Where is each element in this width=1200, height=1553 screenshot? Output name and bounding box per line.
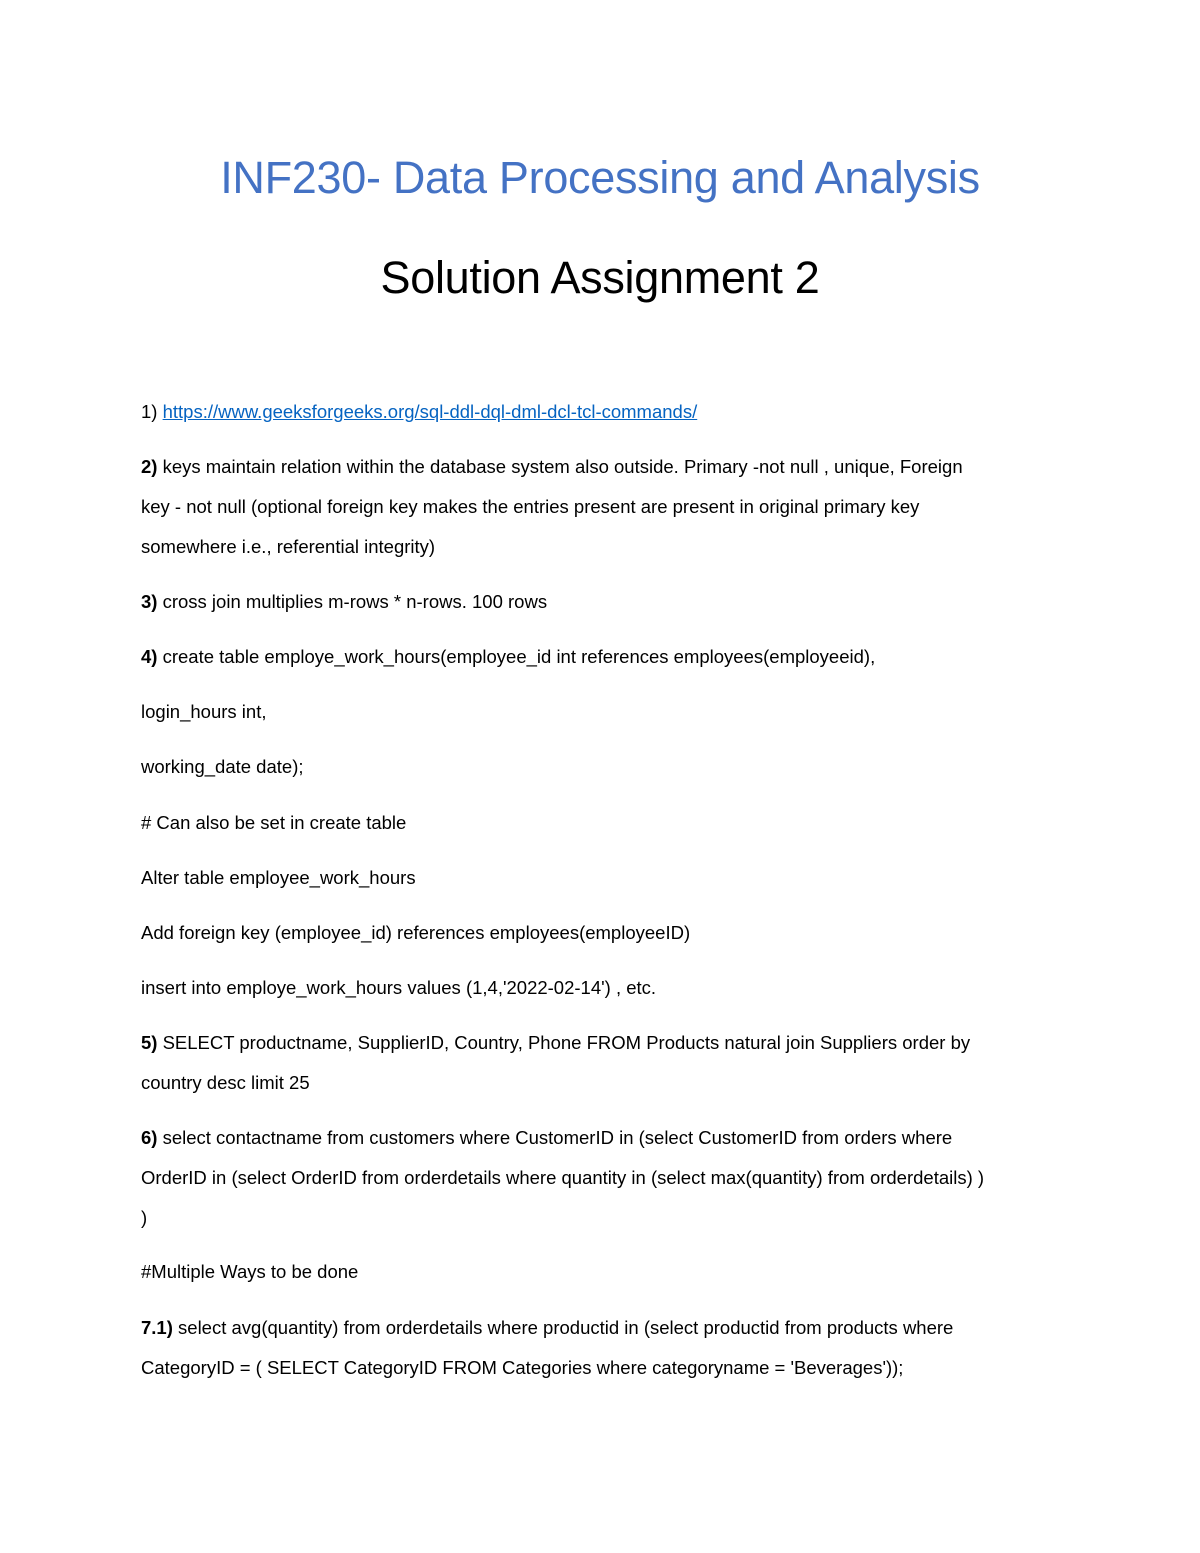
answer-4-comment: # Can also be set in create table — [141, 812, 407, 833]
answer-4-text: create table employe_work_hours(employee_id int references employees(employeeid), — [162, 646, 876, 667]
answer-5-text: SELECT productname, SupplierID, Country, Phone FROM Products natural join Suppliers order by — [162, 1032, 971, 1053]
answer-5-line-2: country desc limit 25 — [141, 1072, 310, 1093]
document-subtitle: Solution Assignment 2 — [380, 252, 820, 303]
answer-1 — [141, 400, 697, 424]
answer-1-link[interactable]: https://www.geeksforgeeks.org/sql-ddl-dql-dml-dcl-tcl-commands/ — [162, 401, 698, 422]
answer-5-number: 5) — [141, 1032, 158, 1053]
answer-2-line-1 — [141, 455, 963, 479]
answer-1-number: 1) — [141, 401, 158, 422]
answer-4-line-7: insert into employe_work_hours values (1,4,'2022-02-14') , etc. — [141, 977, 657, 998]
answer-6-line-2: OrderID in (select OrderID from orderdetails where quantity in (select max(quantity) from orderdetails) ) — [141, 1167, 985, 1188]
answer-4-number: 4) — [141, 646, 158, 667]
answer-7-1-line-2: CategoryID = ( SELECT CategoryID FROM Categories where categoryname = 'Beverages')); — [141, 1357, 904, 1378]
answer-4-line-6: Add foreign key (employee_id) references employees(employeeID) — [141, 922, 691, 943]
answer-6-line-3: ) — [141, 1207, 148, 1228]
answer-7-1-text: select avg(quantity) from orderdetails where productid in (select productid from products where — [178, 1317, 954, 1338]
answer-2-line-3: somewhere i.e., referential integrity) — [141, 536, 436, 557]
answer-3-number: 3) — [141, 591, 158, 612]
answer-2-number: 2) — [141, 456, 158, 477]
answer-7-1-line-1 — [141, 1316, 953, 1340]
answer-4-line-5: Alter table employee_work_hours — [141, 867, 416, 888]
answer-5-line-1 — [141, 1031, 970, 1055]
answer-2-text: keys maintain relation within the database system also outside. Primary -not null , unique, Foreign — [162, 456, 963, 477]
answer-6-text: select contactname from customers where CustomerID in (select CustomerID from orders where — [162, 1127, 953, 1148]
answer-6-comment: #Multiple Ways to be done — [141, 1261, 359, 1282]
answer-7-1-number: 7.1) — [141, 1317, 173, 1338]
answer-6-number: 6) — [141, 1127, 158, 1148]
answer-2-line-2: key - not null (optional foreign key makes the entries present are present in original primary key — [141, 496, 920, 517]
answer-4-line-2: login_hours int, — [141, 701, 267, 722]
answer-4-line-1 — [141, 645, 875, 669]
answer-6-line-1 — [141, 1126, 952, 1150]
answer-3 — [141, 590, 547, 614]
answer-3-text: cross join multiplies m-rows * n-rows. 100 rows — [162, 591, 548, 612]
answer-4-line-3: working_date date); — [141, 756, 304, 777]
document-title: INF230- Data Processing and Analysis — [220, 152, 980, 203]
